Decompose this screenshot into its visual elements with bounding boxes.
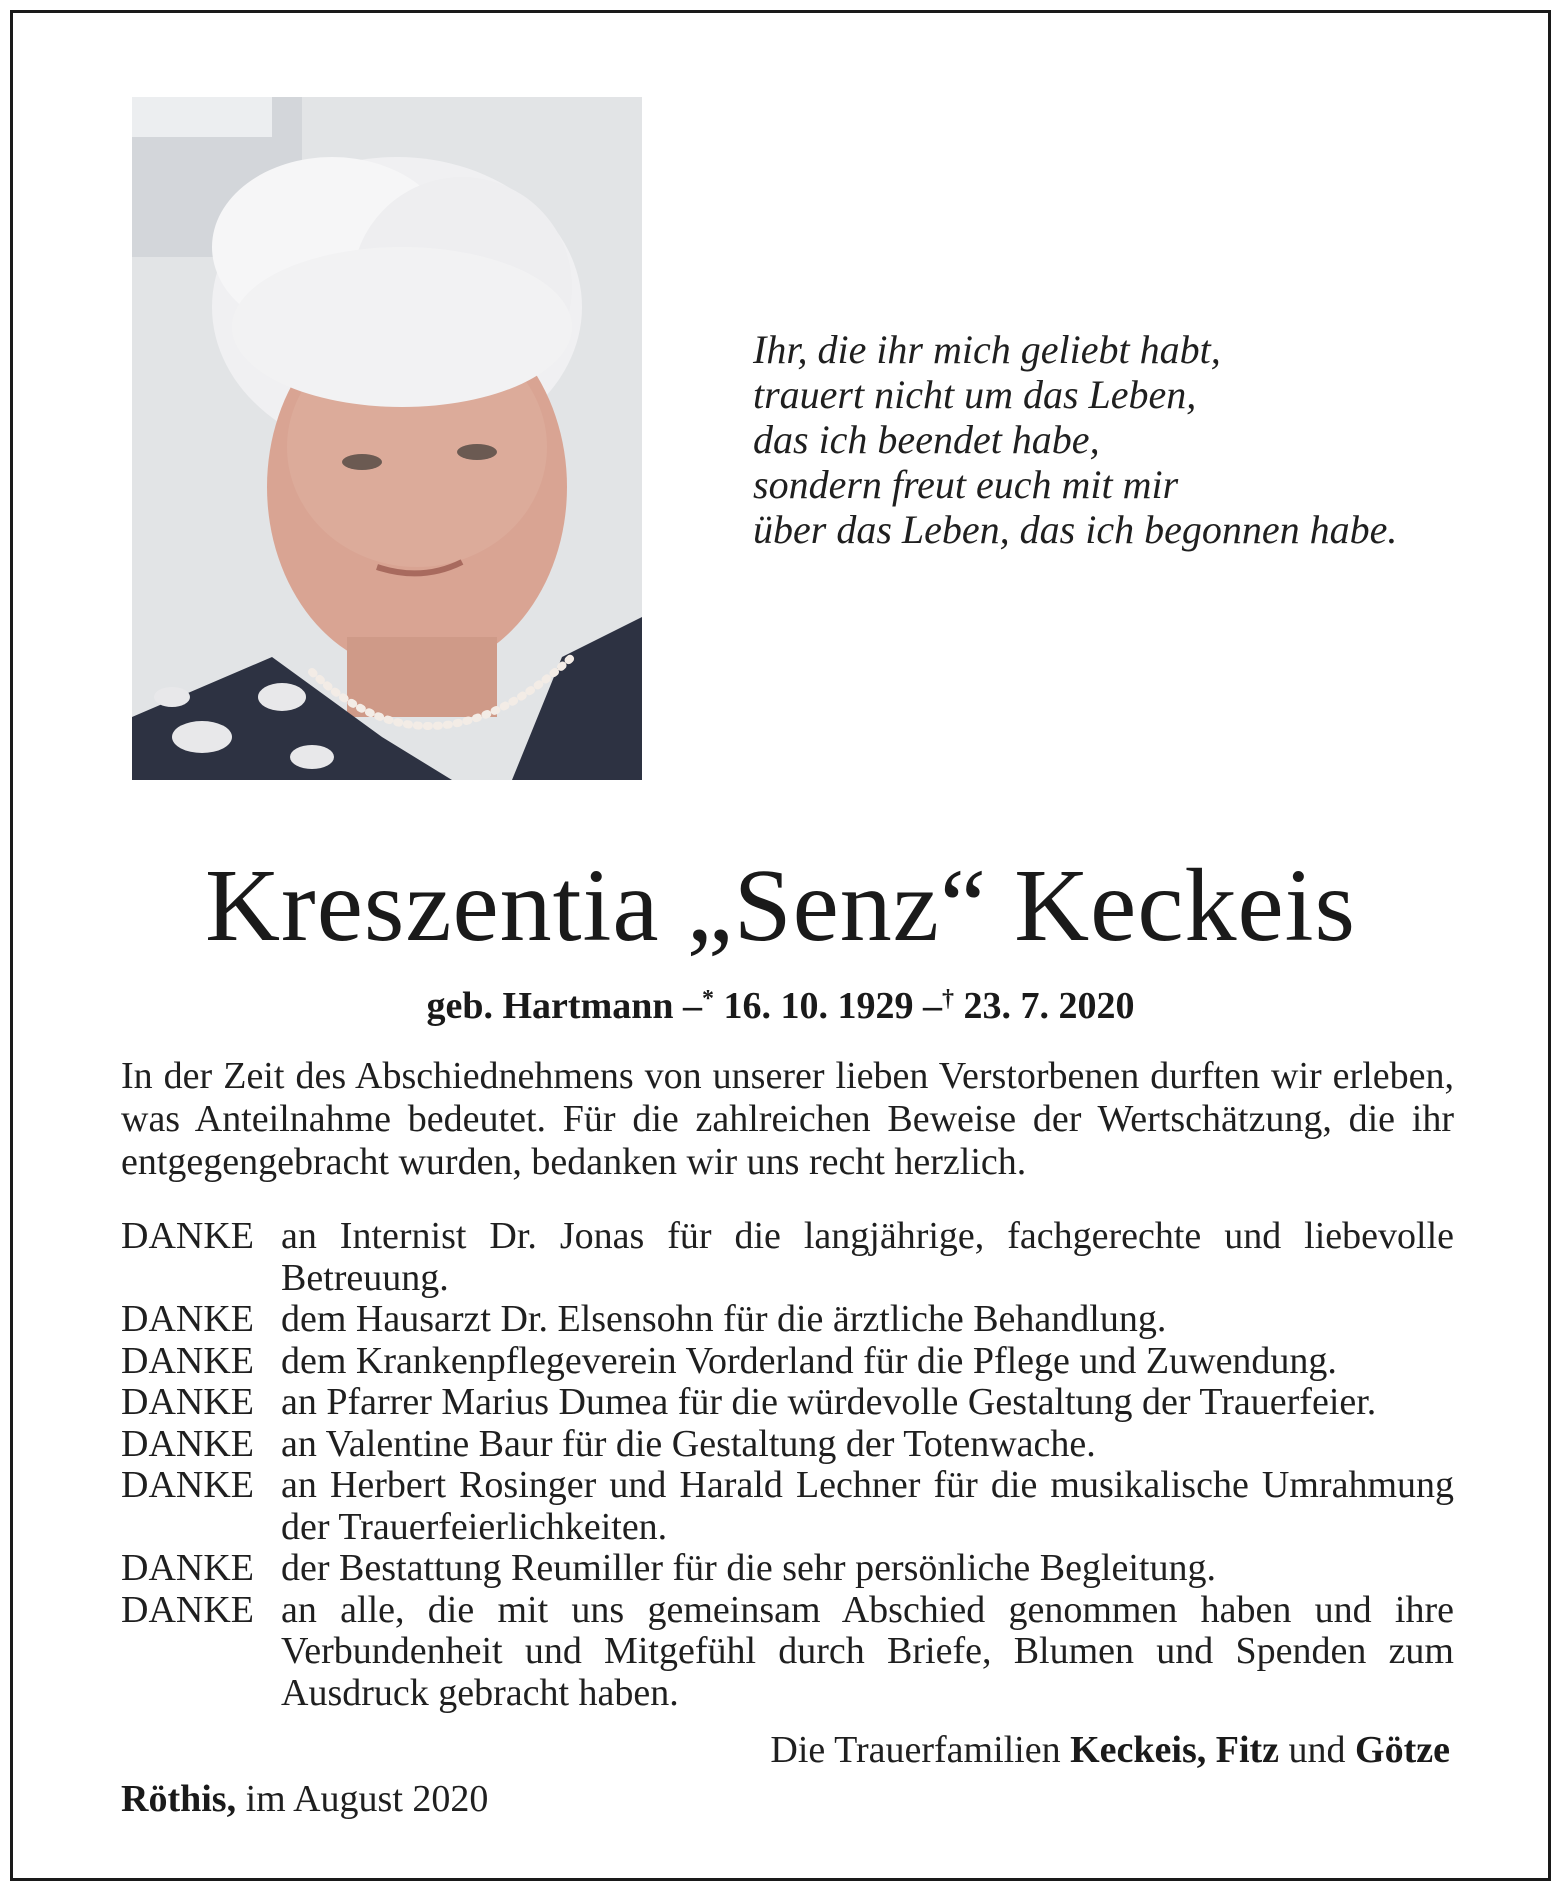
death-symbol: †	[942, 986, 954, 1012]
poem	[753, 327, 1473, 552]
signature-prefix: Die Trauerfamilien	[770, 1729, 1061, 1771]
deceased-name: Kreszentia „Senz“ Keckeis	[204, 848, 1357, 963]
poem-line: sondern freut euch mit mir	[753, 462, 1179, 507]
obituary-card	[10, 10, 1551, 1881]
thanks-item	[121, 1299, 1454, 1341]
thanks-text: an Internist Dr. Jonas für die langjährige, fachgerechte und liebevolle Betreuung.	[281, 1215, 1454, 1299]
poem-line: trauert nicht um das Leben,	[753, 372, 1197, 417]
poem-line: Ihr, die ihr mich geliebt habt,	[753, 327, 1221, 372]
thanks-text: dem Hausarzt Dr. Elsensohn für die ärztliche Behandlung.	[281, 1298, 1167, 1340]
poem-line: über das Leben, das ich begonnen habe.	[753, 507, 1398, 552]
thanks-list	[121, 1216, 1454, 1714]
family-signature	[770, 1728, 1450, 1772]
thanks-item	[121, 1216, 1454, 1299]
family-name: Fitz	[1215, 1729, 1280, 1771]
thanks-item	[121, 1424, 1454, 1466]
life-dates	[13, 977, 1548, 1028]
thanks-item	[121, 1548, 1454, 1590]
thanks-item	[121, 1590, 1454, 1715]
dash: –	[923, 985, 942, 1027]
dash: –	[683, 985, 702, 1027]
thanks-text: der Bestattung Reumiller für die sehr persönliche Begleitung.	[281, 1547, 1216, 1589]
thanks-text: an Pfarrer Marius Dumea für die würdevolle Gestaltung der Trauerfeier.	[281, 1381, 1377, 1423]
thanks-label: DANKE	[121, 1547, 254, 1589]
family-name: Götze	[1355, 1729, 1450, 1771]
thanks-label: DANKE	[121, 1215, 254, 1257]
place-date: im August 2020	[245, 1778, 489, 1820]
portrait-photo-icon	[132, 97, 642, 780]
thanks-text: an Valentine Baur für die Gestaltung der Totenwache.	[281, 1422, 1096, 1465]
thanks-item	[121, 1382, 1454, 1424]
birth-date: 16. 10. 1929	[723, 985, 914, 1027]
place-and-date	[121, 1777, 488, 1821]
intro-paragraph: In der Zeit des Abschiednehmens von unserer lieben Verstorbenen durften wir erleben, was Anteilnahme bedeutet. Für die zahlreichen Beweise der Wertschätzung, die ihr entgegengebracht wurden, bedanken wir uns recht herzlich.	[121, 1055, 1454, 1183]
poem-line: das ich beendet habe,	[753, 417, 1100, 462]
thanks-label: DANKE	[121, 1464, 254, 1506]
maiden-name: geb. Hartmann	[426, 985, 674, 1027]
thanks-label: DANKE	[121, 1381, 254, 1423]
portrait-photo	[132, 97, 642, 780]
thanks-text: an Herbert Rosinger und Harald Lechner für die musikalische Umrahmung der Trauerfeierlichkeiten.	[281, 1464, 1454, 1548]
thanks-label: DANKE	[121, 1298, 254, 1340]
place-town: Röthis,	[121, 1778, 237, 1820]
thanks-item	[121, 1341, 1454, 1383]
family-name: Keckeis,	[1070, 1729, 1207, 1771]
thanks-label: DANKE	[121, 1422, 254, 1465]
death-date: 23. 7. 2020	[963, 985, 1135, 1027]
thanks-text: an alle, die mit uns gemeinsam Abschied genommen haben und ihre Verbundenheit und Mitgefühl durch Briefe, Blumen und Spenden zum Ausdruck gebracht haben.	[281, 1588, 1454, 1714]
thanks-label: DANKE	[121, 1339, 254, 1382]
birth-symbol: *	[702, 986, 714, 1012]
thanks-label: DANKE	[121, 1588, 254, 1631]
signature-connector: und	[1288, 1729, 1346, 1771]
thanks-text: dem Krankenpflegeverein Vorderland für die Pflege und Zuwendung.	[281, 1339, 1337, 1382]
thanks-item	[121, 1465, 1454, 1548]
